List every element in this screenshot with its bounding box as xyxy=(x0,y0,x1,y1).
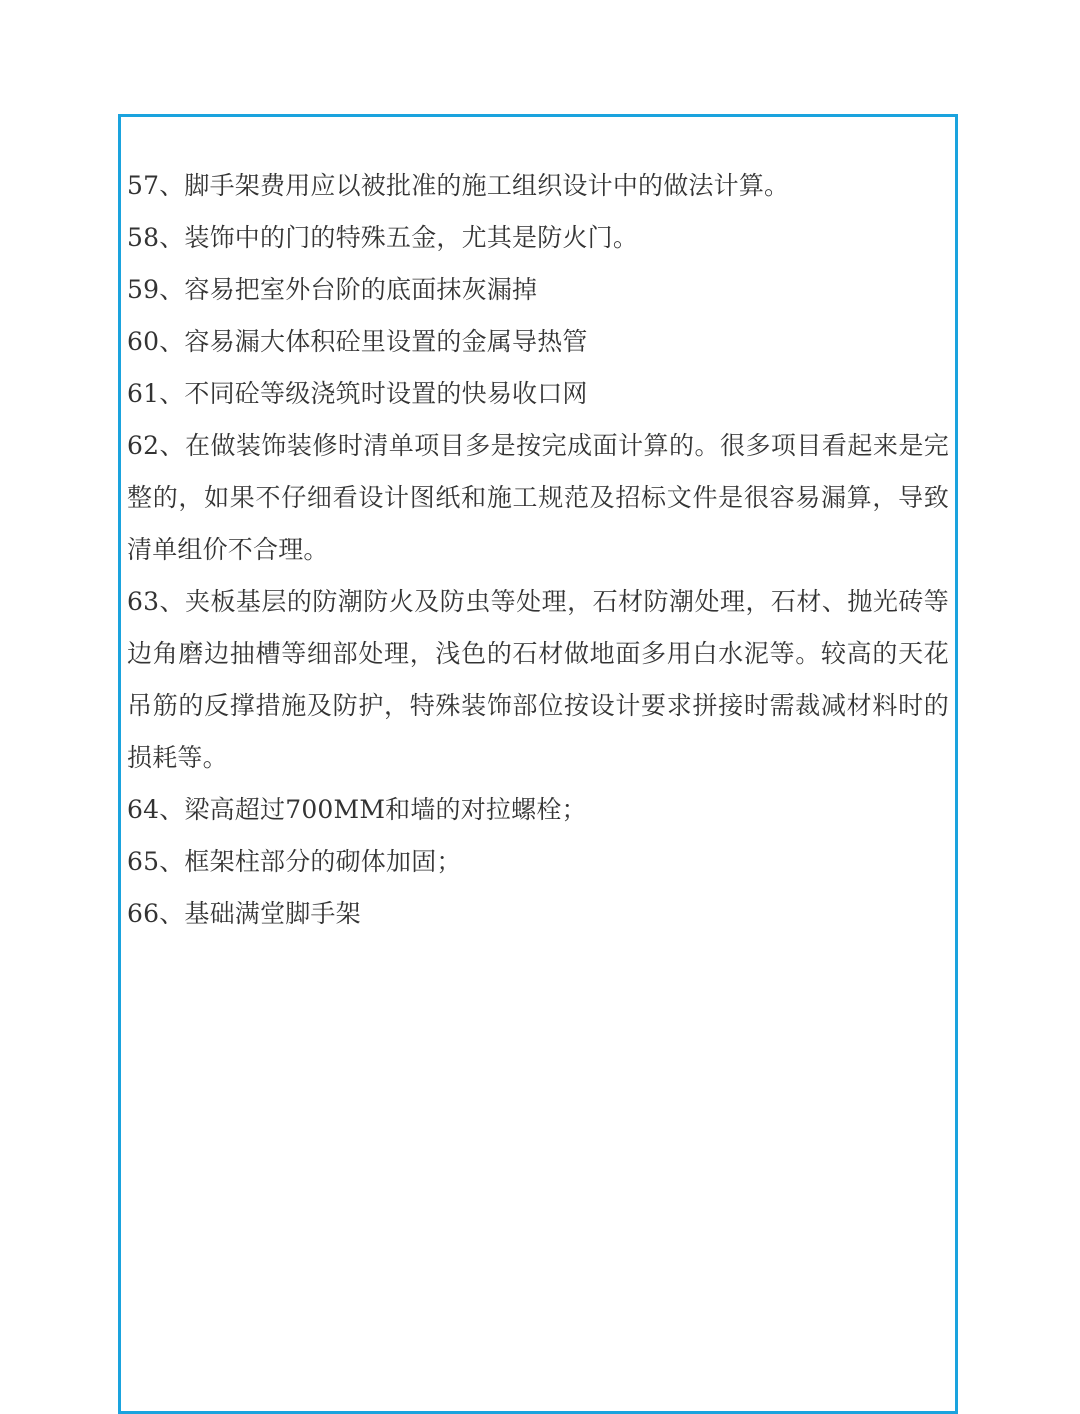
list-item-64: 64、梁高超过700MM和墙的对拉螺栓； xyxy=(127,795,587,824)
list-item-58: 58、装饰中的门的特殊五金，尤其是防火门。 xyxy=(127,223,639,252)
document-body xyxy=(127,160,949,940)
list-item-66: 66、基础满堂脚手架 xyxy=(127,899,361,928)
list-item-63: 63、夹板基层的防潮防火及防虫等处理，石材防潮处理，石材、抛光砖等边角磨边抽槽等细部处理，浅色的石材做地面多用白水泥等。较高的天花吊筋的反撑措施及防护，特殊装饰部位按设计要求拼接时需裁减材料时的损耗等。 xyxy=(127,587,949,772)
list-item-60: 60、容易漏大体积砼里设置的金属导热管 xyxy=(127,327,588,356)
list-item-61: 61、不同砼等级浇筑时设置的快易收口网 xyxy=(127,379,588,408)
list-item-59: 59、容易把室外台阶的底面抹灰漏掉 xyxy=(127,275,538,304)
list-item-65: 65、框架柱部分的砌体加固； xyxy=(127,847,462,876)
list-item-62: 62、在做装饰装修时清单项目多是按完成面计算的。很多项目看起来是完整的，如果不仔细看设计图纸和施工规范及招标文件是很容易漏算，导致清单组价不合理。 xyxy=(127,431,949,564)
list-item-57: 57、脚手架费用应以被批准的施工组织设计中的做法计算。 xyxy=(127,171,790,200)
